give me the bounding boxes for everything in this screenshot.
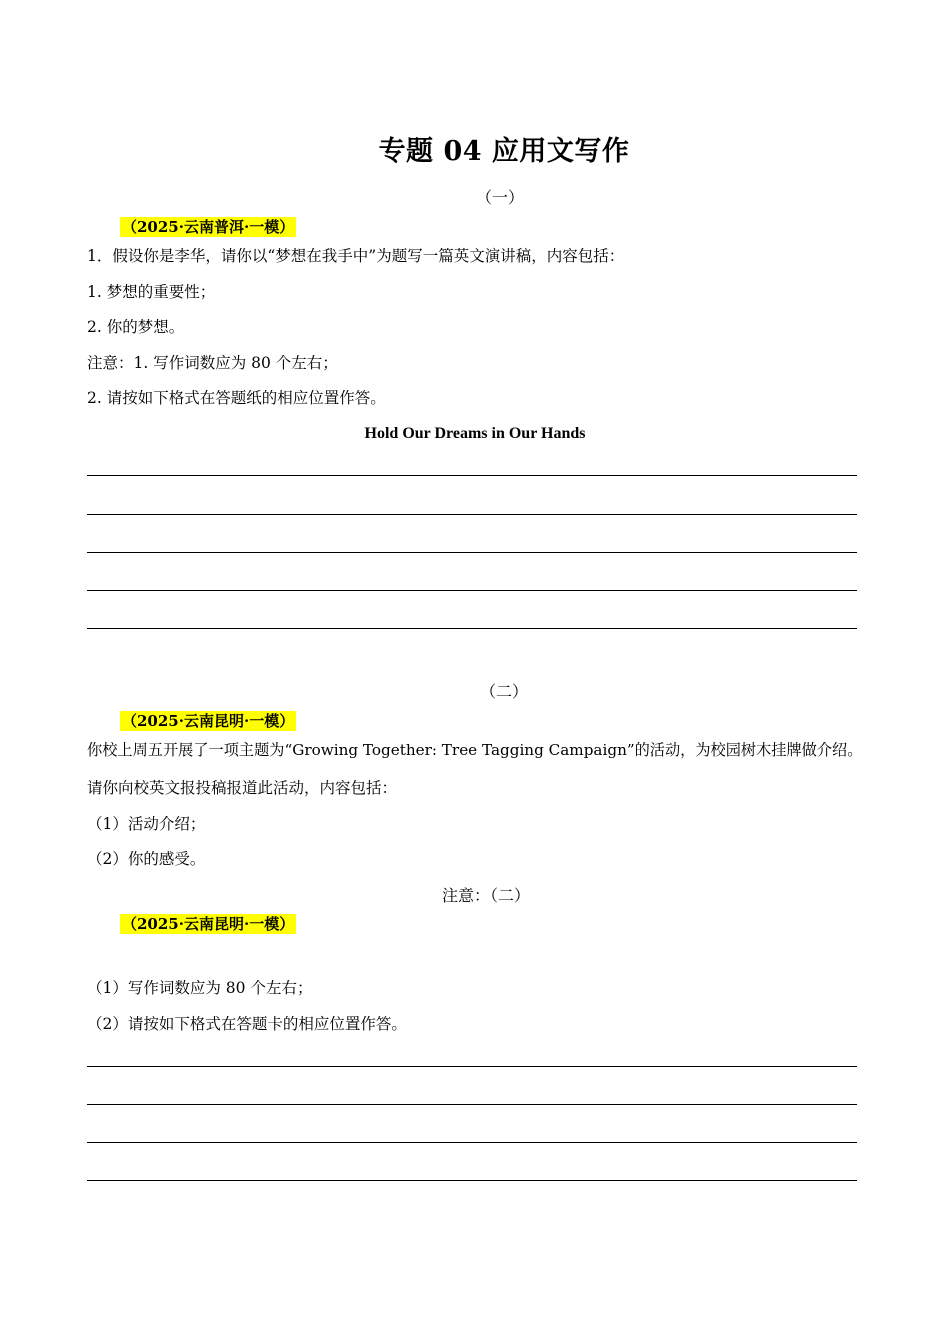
section-heading-1: （一） bbox=[476, 188, 525, 207]
source-tag-2 bbox=[120, 712, 296, 730]
source-highlight-1: （2025·云南普洱·一模） bbox=[122, 218, 295, 236]
page-title: 专题 04 应用文写作 bbox=[378, 136, 630, 167]
source-highlight-2: （2025·云南昆明·一模） bbox=[122, 712, 295, 730]
answer-line bbox=[87, 514, 857, 515]
prompt-line-7: 请你向校英文报投稿报道此活动，内容包括： bbox=[87, 779, 398, 797]
prompt-line-9: （2）你的感受。 bbox=[87, 850, 206, 868]
section-heading-2: （二） bbox=[480, 682, 529, 701]
answer-line bbox=[87, 552, 857, 553]
requirement-line-1: （1）写作词数应为 80 个左右； bbox=[87, 979, 313, 997]
answer-line bbox=[87, 590, 857, 591]
prompt-line-1: 1．假设你是李华，请你以“梦想在我手中”为题写一篇英文演讲稿，内容包括： bbox=[87, 247, 625, 265]
note-heading: 注意：（二） bbox=[442, 886, 531, 905]
prompt-line-3: 2. 你的梦想。 bbox=[87, 318, 185, 336]
prompt-line-4: 注意：1. 写作词数应为 80 个左右； bbox=[87, 354, 338, 372]
prompt-line-5: 2. 请按如下格式在答题纸的相应位置作答。 bbox=[87, 389, 386, 407]
prompt-line-2: 1. 梦想的重要性； bbox=[87, 283, 216, 301]
answer-line bbox=[87, 1104, 857, 1105]
answer-line bbox=[87, 475, 857, 476]
source-tag-1 bbox=[120, 218, 296, 236]
answer-line bbox=[87, 1142, 857, 1143]
answer-line bbox=[87, 628, 857, 629]
answer-line bbox=[87, 1066, 857, 1067]
requirement-line-2: （2）请按如下格式在答题卡的相应位置作答。 bbox=[87, 1015, 407, 1033]
answer-line bbox=[87, 1180, 857, 1181]
prompt-line-6: 你校上周五开展了一项主题为“Growing Together: Tree Tagging Campaign”的活动，为校园树木挂牌做介绍。 bbox=[87, 741, 863, 759]
source-highlight-3: （2025·云南昆明·一模） bbox=[122, 915, 295, 933]
prompt-line-8: （1）活动介绍； bbox=[87, 815, 206, 833]
source-tag-3 bbox=[120, 915, 296, 933]
essay-title: Hold Our Dreams in Our Hands bbox=[364, 425, 586, 442]
